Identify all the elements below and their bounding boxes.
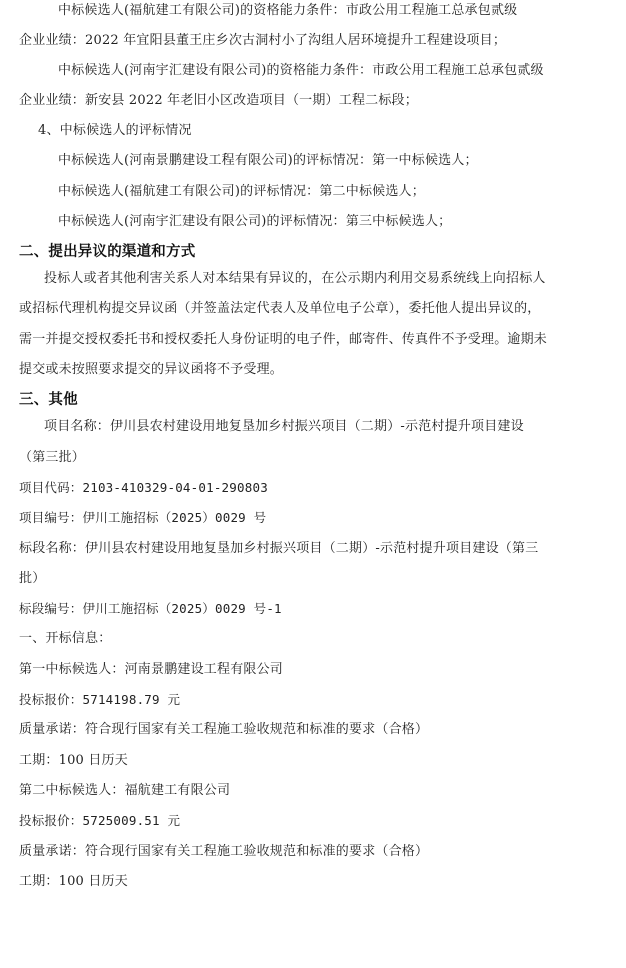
project-number: 项目编号：伊川工施招标（2025）0029 号 [19, 510, 267, 525]
candidate-name: 第二中标候选人：福航建工有限公司 [19, 783, 231, 798]
candidate-price: 投标报价：5725009.51 元 [19, 813, 181, 828]
evaluation-item: 中标候选人(河南景鹏建设工程有限公司)的评标情况：第一中标候选人； [58, 153, 478, 168]
opening-info-heading: 一、开标信息： [19, 631, 112, 646]
evaluation-heading: 4、中标候选人的评标情况 [38, 123, 192, 138]
qualification-line: 企业业绩：2022 年宜阳县董王庄乡次古洞村小了沟组人居环境提升工程建设项目； [19, 33, 507, 48]
objection-paragraph-line: 提交或未按照要求提交的异议函将不予受理。 [19, 362, 284, 377]
candidate-quality: 质量承诺：符合现行国家有关工程施工验收规范和标准的要求（合格） [19, 844, 429, 859]
qualification-line: 企业业绩：新安县 2022 年老旧小区改造项目（一期）工程二标段； [19, 93, 418, 108]
lot-name-line: 标段名称：伊川县农村建设用地复垦加乡村振兴项目（二期）-示范村提升项目建设（第三 [19, 541, 539, 556]
candidate-name: 第一中标候选人：河南景鹏建设工程有限公司 [19, 662, 284, 677]
lot-name-line: 批） [19, 571, 46, 586]
candidate-quality: 质量承诺：符合现行国家有关工程施工验收规范和标准的要求（合格） [19, 722, 429, 737]
candidate-period: 工期：100 日历天 [19, 874, 128, 889]
qualification-line: 中标候选人(福航建工有限公司)的资格能力条件：市政公用工程施工总承包贰级 [58, 3, 518, 18]
section-heading-objection: 二、提出异议的渠道和方式 [19, 244, 196, 260]
qualification-line: 中标候选人(河南宇汇建设有限公司)的资格能力条件：市政公用工程施工总承包贰级 [58, 63, 544, 78]
lot-number: 标段编号：伊川工施招标（2025）0029 号-1 [19, 601, 282, 616]
section-heading-other: 三、其他 [19, 392, 78, 408]
evaluation-item: 中标候选人(福航建工有限公司)的评标情况：第二中标候选人； [58, 184, 425, 199]
candidate-period: 工期：100 日历天 [19, 753, 128, 768]
candidate-price: 投标报价：5714198.79 元 [19, 692, 181, 707]
evaluation-item: 中标候选人(河南宇汇建设有限公司)的评标情况：第三中标候选人； [58, 214, 452, 229]
objection-paragraph-line: 需一并提交授权委托书和授权委托人身份证明的电子件，邮寄件、传真件不予受理。逾期未 [19, 332, 548, 347]
project-name-line: 项目名称：伊川县农村建设用地复垦加乡村振兴项目（二期）-示范村提升项目建设 [44, 419, 524, 434]
project-name-line: （第三批） [19, 450, 86, 465]
objection-paragraph-line: 或招标代理机构提交异议函（并签盖法定代表人及单位电子公章），委托他人提出异议的， [19, 301, 541, 316]
objection-paragraph-line: 投标人或者其他利害关系人对本结果有异议的，在公示期内利用交易系统线上向招标人 [44, 271, 546, 286]
project-code: 项目代码：2103-410329-04-01-290803 [19, 480, 268, 495]
